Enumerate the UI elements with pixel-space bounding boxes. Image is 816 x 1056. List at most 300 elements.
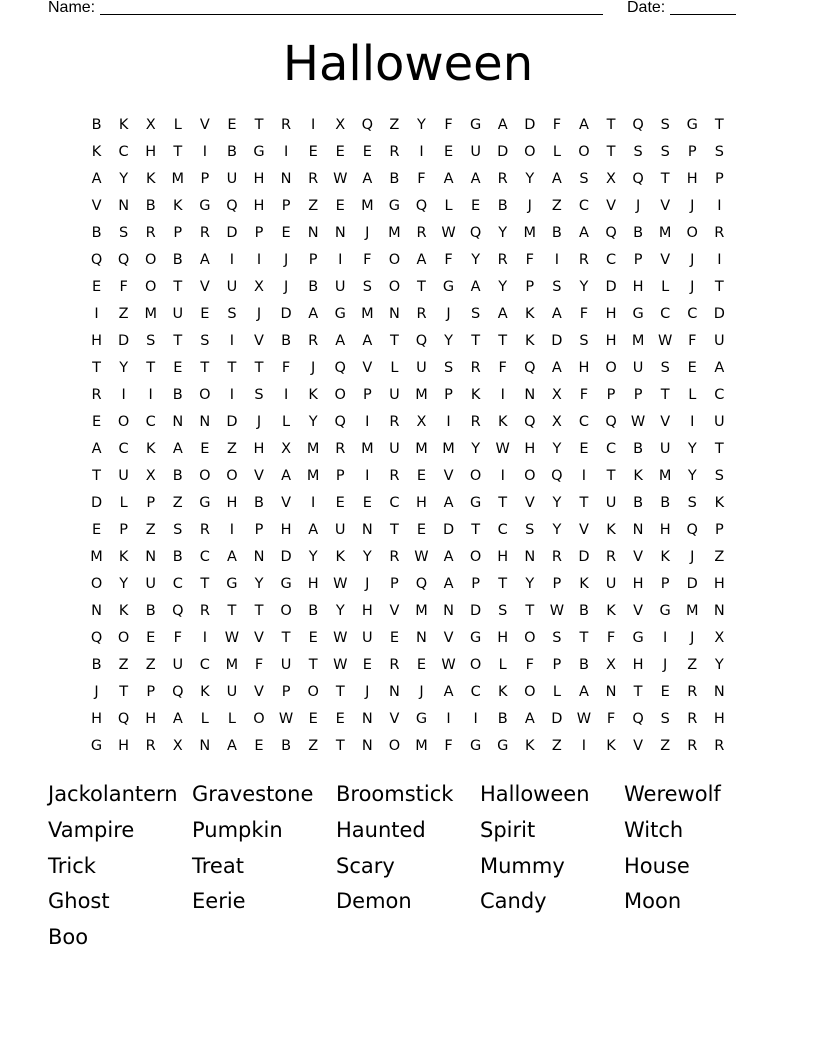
grid-letter[interactable]: W bbox=[333, 630, 348, 646]
grid-letter[interactable]: I bbox=[229, 333, 235, 349]
grid-letter[interactable]: B bbox=[91, 117, 102, 133]
grid-letter[interactable]: V bbox=[199, 117, 210, 133]
grid-letter[interactable]: E bbox=[308, 711, 318, 727]
grid-letter[interactable]: I bbox=[283, 144, 289, 160]
grid-letter[interactable]: R bbox=[497, 171, 508, 187]
grid-letter[interactable]: I bbox=[581, 468, 587, 484]
grid-letter[interactable]: V bbox=[524, 495, 535, 511]
grid-letter[interactable]: R bbox=[687, 684, 698, 700]
grid-letter[interactable]: K bbox=[525, 306, 535, 322]
grid-letter[interactable]: B bbox=[578, 657, 589, 673]
grid-letter[interactable]: E bbox=[335, 711, 345, 727]
grid-letter[interactable]: A bbox=[714, 360, 725, 376]
grid-letter[interactable]: T bbox=[119, 684, 129, 700]
grid-letter[interactable]: G bbox=[199, 198, 211, 214]
grid-letter[interactable]: N bbox=[388, 306, 400, 322]
grid-letter[interactable]: S bbox=[146, 333, 156, 349]
grid-letter[interactable]: S bbox=[687, 495, 697, 511]
grid-letter[interactable]: T bbox=[173, 279, 183, 295]
grid-letter[interactable]: E bbox=[416, 468, 427, 484]
grid-letter[interactable]: E bbox=[91, 279, 102, 295]
grid-letter[interactable]: H bbox=[253, 441, 265, 457]
grid-letter[interactable]: C bbox=[605, 441, 617, 457]
grid-letter[interactable]: X bbox=[606, 657, 616, 673]
grid-letter[interactable]: E bbox=[281, 225, 291, 241]
grid-letter[interactable]: T bbox=[606, 468, 616, 484]
grid-letter[interactable]: B bbox=[497, 198, 508, 214]
grid-letter[interactable]: A bbox=[497, 117, 508, 133]
grid-letter[interactable]: R bbox=[578, 252, 589, 268]
grid-letter[interactable]: T bbox=[714, 441, 724, 457]
grid-letter[interactable]: T bbox=[633, 684, 643, 700]
grid-letter[interactable]: Y bbox=[525, 576, 535, 592]
grid-letter[interactable]: H bbox=[91, 711, 102, 727]
grid-letter[interactable]: Z bbox=[226, 441, 237, 457]
grid-letter[interactable]: T bbox=[660, 387, 670, 403]
grid-letter[interactable]: U bbox=[714, 414, 725, 430]
grid-letter[interactable]: Y bbox=[444, 333, 453, 349]
grid-letter[interactable]: F bbox=[688, 333, 697, 349]
grid-letter[interactable]: Z bbox=[551, 198, 562, 214]
grid-letter[interactable]: I bbox=[202, 144, 207, 160]
grid-letter[interactable]: C bbox=[118, 441, 129, 457]
grid-letter[interactable]: I bbox=[338, 252, 343, 268]
grid-letter[interactable]: H bbox=[578, 360, 590, 376]
grid-letter[interactable]: S bbox=[579, 333, 589, 349]
grid-letter[interactable]: T bbox=[471, 333, 481, 349]
grid-letter[interactable]: A bbox=[172, 441, 183, 457]
grid-letter[interactable]: M bbox=[361, 306, 374, 322]
grid-letter[interactable]: U bbox=[226, 279, 238, 295]
grid-letter[interactable]: P bbox=[308, 252, 318, 268]
grid-letter[interactable]: L bbox=[173, 117, 182, 133]
grid-letter[interactable]: N bbox=[361, 711, 373, 727]
grid-letter[interactable]: W bbox=[278, 711, 294, 727]
grid-letter[interactable]: M bbox=[90, 549, 103, 565]
grid-letter[interactable]: T bbox=[146, 360, 156, 376]
grid-letter[interactable]: M bbox=[523, 225, 537, 241]
grid-letter[interactable]: Z bbox=[145, 522, 156, 538]
grid-letter[interactable]: I bbox=[554, 252, 559, 268]
grid-letter[interactable]: T bbox=[606, 117, 616, 133]
grid-letter[interactable]: O bbox=[117, 630, 130, 646]
grid-letter[interactable]: Y bbox=[714, 657, 724, 673]
grid-letter[interactable]: B bbox=[91, 657, 102, 673]
grid-letter[interactable]: Q bbox=[172, 603, 184, 619]
grid-letter[interactable]: S bbox=[714, 144, 724, 160]
grid-letter[interactable]: M bbox=[306, 468, 320, 484]
grid-letter[interactable]: S bbox=[362, 279, 372, 295]
grid-letter[interactable]: R bbox=[389, 657, 400, 673]
grid-letter[interactable]: P bbox=[714, 522, 724, 538]
grid-letter[interactable]: U bbox=[172, 657, 184, 673]
grid-letter[interactable]: H bbox=[497, 549, 509, 565]
grid-letter[interactable]: N bbox=[199, 414, 211, 430]
grid-letter[interactable]: C bbox=[660, 306, 671, 322]
grid-letter[interactable]: A bbox=[308, 522, 319, 538]
grid-letter[interactable]: W bbox=[576, 711, 592, 727]
grid-letter[interactable]: R bbox=[416, 306, 427, 322]
grid-letter[interactable]: E bbox=[335, 495, 345, 511]
grid-letter[interactable]: G bbox=[497, 738, 509, 754]
grid-letter[interactable]: P bbox=[687, 144, 697, 160]
grid-letter[interactable]: S bbox=[525, 522, 535, 538]
grid-letter[interactable]: T bbox=[714, 117, 724, 133]
grid-letter[interactable]: O bbox=[388, 738, 401, 754]
grid-letter[interactable]: D bbox=[551, 333, 563, 349]
grid-letter[interactable]: N bbox=[91, 603, 102, 619]
grid-letter[interactable]: E bbox=[254, 738, 264, 754]
grid-letter[interactable]: K bbox=[200, 684, 210, 700]
grid-letter[interactable]: I bbox=[229, 387, 235, 403]
grid-letter[interactable]: E bbox=[335, 144, 345, 160]
grid-letter[interactable]: U bbox=[362, 630, 373, 646]
grid-letter[interactable]: E bbox=[471, 198, 481, 214]
grid-letter[interactable]: I bbox=[148, 387, 153, 403]
grid-letter[interactable]: G bbox=[632, 630, 644, 646]
grid-letter[interactable]: F bbox=[525, 657, 534, 673]
grid-letter[interactable]: N bbox=[524, 549, 536, 565]
grid-letter[interactable]: M bbox=[415, 387, 428, 403]
grid-letter[interactable]: N bbox=[713, 684, 725, 700]
grid-letter[interactable]: R bbox=[470, 360, 481, 376]
grid-letter[interactable]: D bbox=[118, 333, 130, 349]
grid-letter[interactable]: W bbox=[224, 630, 240, 646]
grid-letter[interactable]: B bbox=[172, 387, 183, 403]
grid-letter[interactable]: F bbox=[363, 252, 372, 268]
grid-letter[interactable]: O bbox=[388, 279, 401, 295]
grid-letter[interactable]: I bbox=[94, 306, 99, 322]
grid-letter[interactable]: Z bbox=[551, 738, 562, 754]
grid-letter[interactable]: G bbox=[470, 630, 482, 646]
grid-letter[interactable]: N bbox=[524, 387, 536, 403]
grid-letter[interactable]: A bbox=[443, 549, 454, 565]
grid-letter[interactable]: A bbox=[551, 306, 562, 322]
grid-letter[interactable]: R bbox=[199, 225, 210, 241]
grid-letter[interactable]: D bbox=[713, 306, 725, 322]
grid-letter[interactable]: V bbox=[389, 603, 400, 619]
grid-letter[interactable]: N bbox=[361, 738, 373, 754]
grid-letter[interactable]: H bbox=[226, 495, 238, 511]
grid-letter[interactable]: B bbox=[389, 171, 400, 187]
grid-letter[interactable]: B bbox=[172, 549, 183, 565]
grid-letter[interactable]: E bbox=[200, 306, 210, 322]
grid-letter[interactable]: T bbox=[227, 603, 237, 619]
grid-letter[interactable]: I bbox=[717, 252, 722, 268]
grid-letter[interactable]: W bbox=[441, 657, 456, 673]
grid-letter[interactable]: O bbox=[199, 387, 211, 403]
grid-letter[interactable]: U bbox=[714, 333, 725, 349]
grid-letter[interactable]: Q bbox=[90, 252, 103, 268]
grid-letter[interactable]: T bbox=[389, 522, 399, 538]
grid-letter[interactable]: O bbox=[469, 657, 482, 673]
grid-letter[interactable]: A bbox=[362, 333, 373, 349]
grid-letter[interactable]: V bbox=[633, 738, 644, 754]
grid-letter[interactable]: P bbox=[281, 198, 291, 214]
grid-letter[interactable]: A bbox=[416, 252, 427, 268]
grid-letter[interactable]: K bbox=[525, 333, 535, 349]
grid-letter[interactable]: Y bbox=[362, 549, 372, 565]
grid-letter[interactable]: T bbox=[200, 360, 210, 376]
grid-letter[interactable]: J bbox=[311, 360, 316, 376]
grid-letter[interactable]: C bbox=[470, 684, 481, 700]
grid-letter[interactable]: H bbox=[632, 657, 644, 673]
grid-letter[interactable]: Y bbox=[525, 171, 535, 187]
grid-letter[interactable]: A bbox=[91, 171, 102, 187]
grid-letter[interactable]: O bbox=[524, 630, 536, 646]
grid-letter[interactable]: O bbox=[199, 468, 211, 484]
grid-letter[interactable]: G bbox=[334, 306, 346, 322]
grid-letter[interactable]: T bbox=[471, 522, 481, 538]
grid-letter[interactable]: Y bbox=[308, 549, 318, 565]
grid-letter[interactable]: T bbox=[417, 279, 426, 295]
grid-letter[interactable]: V bbox=[254, 684, 264, 700]
grid-letter[interactable]: K bbox=[145, 171, 156, 187]
grid-letter[interactable]: R bbox=[389, 414, 400, 430]
grid-letter[interactable]: G bbox=[90, 738, 103, 754]
grid-letter[interactable]: T bbox=[579, 495, 589, 511]
grid-letter[interactable]: V bbox=[578, 522, 589, 538]
grid-letter[interactable]: Q bbox=[361, 117, 374, 133]
grid-letter[interactable]: A bbox=[443, 684, 454, 700]
grid-letter[interactable]: O bbox=[469, 549, 482, 565]
grid-letter[interactable]: B bbox=[281, 333, 292, 349]
grid-letter[interactable]: A bbox=[497, 306, 508, 322]
grid-letter[interactable]: S bbox=[471, 306, 481, 322]
grid-letter[interactable]: Y bbox=[119, 171, 129, 187]
grid-letter[interactable]: A bbox=[470, 171, 481, 187]
grid-letter[interactable]: R bbox=[91, 387, 102, 403]
grid-letter[interactable]: F bbox=[444, 117, 453, 133]
grid-letter[interactable]: B bbox=[633, 441, 644, 457]
grid-letter[interactable]: B bbox=[551, 225, 562, 241]
grid-letter[interactable]: S bbox=[200, 333, 210, 349]
grid-letter[interactable]: G bbox=[442, 279, 455, 295]
grid-letter[interactable]: A bbox=[443, 495, 454, 511]
grid-letter[interactable]: I bbox=[419, 144, 424, 160]
grid-letter[interactable]: C bbox=[199, 657, 210, 673]
grid-letter[interactable]: I bbox=[229, 252, 235, 268]
grid-letter[interactable]: O bbox=[117, 414, 130, 430]
grid-letter[interactable]: N bbox=[605, 684, 617, 700]
grid-letter[interactable]: Q bbox=[632, 117, 644, 133]
grid-letter[interactable]: D bbox=[605, 279, 617, 295]
grid-letter[interactable]: P bbox=[281, 684, 291, 700]
grid-letter[interactable]: U bbox=[145, 576, 156, 592]
grid-letter[interactable]: H bbox=[118, 738, 130, 754]
grid-letter[interactable]: B bbox=[633, 495, 644, 511]
grid-letter[interactable]: H bbox=[416, 495, 427, 511]
grid-letter[interactable]: I bbox=[717, 198, 722, 214]
grid-letter[interactable]: T bbox=[606, 144, 616, 160]
grid-letter[interactable]: C bbox=[172, 576, 183, 592]
grid-letter[interactable]: B bbox=[226, 144, 237, 160]
grid-letter[interactable]: R bbox=[335, 441, 346, 457]
grid-letter[interactable]: R bbox=[605, 549, 617, 565]
grid-letter[interactable]: P bbox=[660, 576, 670, 592]
grid-letter[interactable]: T bbox=[579, 630, 589, 646]
grid-letter[interactable]: B bbox=[145, 198, 156, 214]
grid-letter[interactable]: M bbox=[658, 468, 672, 484]
grid-letter[interactable]: E bbox=[335, 198, 345, 214]
grid-letter[interactable]: H bbox=[91, 333, 102, 349]
grid-letter[interactable]: P bbox=[633, 387, 643, 403]
grid-letter[interactable]: P bbox=[606, 387, 616, 403]
grid-letter[interactable]: H bbox=[632, 279, 644, 295]
grid-letter[interactable]: J bbox=[527, 198, 532, 214]
grid-letter[interactable]: S bbox=[552, 630, 562, 646]
grid-letter[interactable]: A bbox=[443, 576, 454, 592]
grid-letter[interactable]: Q bbox=[686, 522, 698, 538]
grid-letter[interactable]: Q bbox=[415, 198, 428, 214]
grid-letter[interactable]: V bbox=[443, 468, 454, 484]
grid-letter[interactable]: F bbox=[579, 306, 589, 322]
grid-letter[interactable]: O bbox=[388, 252, 401, 268]
grid-letter[interactable]: U bbox=[632, 360, 644, 376]
grid-letter[interactable]: B bbox=[308, 603, 319, 619]
grid-letter[interactable]: R bbox=[714, 225, 725, 241]
grid-letter[interactable]: O bbox=[686, 225, 698, 241]
grid-letter[interactable]: N bbox=[145, 549, 157, 565]
grid-letter[interactable]: Y bbox=[119, 360, 129, 376]
grid-letter[interactable]: V bbox=[254, 468, 264, 484]
grid-letter[interactable]: U bbox=[334, 522, 346, 538]
grid-letter[interactable]: N bbox=[361, 522, 373, 538]
grid-letter[interactable]: O bbox=[144, 252, 157, 268]
grid-letter[interactable]: R bbox=[145, 225, 156, 241]
grid-letter[interactable]: T bbox=[308, 657, 318, 673]
grid-letter[interactable]: J bbox=[690, 198, 695, 214]
grid-letter[interactable]: S bbox=[227, 306, 237, 322]
grid-letter[interactable]: B bbox=[308, 279, 319, 295]
grid-letter[interactable]: V bbox=[254, 333, 264, 349]
grid-letter[interactable]: Q bbox=[469, 225, 482, 241]
grid-letter[interactable]: X bbox=[416, 414, 427, 430]
grid-letter[interactable]: G bbox=[199, 495, 211, 511]
grid-letter[interactable]: W bbox=[658, 333, 673, 349]
grid-letter[interactable]: N bbox=[253, 549, 265, 565]
grid-letter[interactable]: M bbox=[415, 738, 428, 754]
grid-letter[interactable]: E bbox=[227, 117, 237, 133]
grid-letter[interactable]: V bbox=[633, 549, 644, 565]
name-line[interactable] bbox=[100, 0, 603, 15]
grid-letter[interactable]: W bbox=[630, 414, 646, 430]
grid-letter[interactable]: J bbox=[256, 306, 262, 322]
grid-letter[interactable]: I bbox=[121, 387, 126, 403]
grid-letter[interactable]: Y bbox=[471, 252, 481, 268]
grid-letter[interactable]: K bbox=[335, 549, 345, 565]
grid-letter[interactable]: P bbox=[362, 387, 372, 403]
grid-letter[interactable]: U bbox=[416, 360, 427, 376]
grid-letter[interactable]: D bbox=[470, 603, 482, 619]
grid-letter[interactable]: L bbox=[552, 684, 561, 700]
grid-letter[interactable]: U bbox=[172, 306, 184, 322]
grid-letter[interactable]: I bbox=[283, 387, 289, 403]
grid-letter[interactable]: B bbox=[172, 252, 183, 268]
grid-letter[interactable]: S bbox=[579, 171, 589, 187]
grid-letter[interactable]: S bbox=[119, 225, 129, 241]
grid-letter[interactable]: E bbox=[579, 441, 589, 457]
grid-letter[interactable]: B bbox=[578, 603, 589, 619]
grid-letter[interactable]: G bbox=[388, 198, 401, 214]
grid-letter[interactable]: B bbox=[254, 495, 264, 511]
grid-letter[interactable]: M bbox=[415, 441, 428, 457]
grid-letter[interactable]: Q bbox=[117, 711, 130, 727]
grid-letter[interactable]: J bbox=[690, 279, 695, 295]
grid-letter[interactable]: L bbox=[552, 144, 561, 160]
grid-letter[interactable]: N bbox=[443, 603, 454, 619]
grid-letter[interactable]: R bbox=[281, 117, 292, 133]
grid-letter[interactable]: T bbox=[173, 333, 183, 349]
grid-letter[interactable]: V bbox=[443, 630, 454, 646]
grid-letter[interactable]: H bbox=[632, 576, 644, 592]
grid-letter[interactable]: Z bbox=[145, 657, 156, 673]
grid-letter[interactable]: R bbox=[497, 252, 508, 268]
grid-letter[interactable]: F bbox=[552, 117, 562, 133]
grid-letter[interactable]: W bbox=[414, 549, 429, 565]
grid-letter[interactable]: I bbox=[311, 495, 316, 511]
grid-letter[interactable]: H bbox=[713, 576, 725, 592]
grid-letter[interactable]: K bbox=[606, 522, 616, 538]
grid-letter[interactable]: K bbox=[308, 387, 318, 403]
grid-letter[interactable]: K bbox=[606, 738, 616, 754]
grid-letter[interactable]: P bbox=[552, 657, 562, 673]
grid-letter[interactable]: M bbox=[225, 657, 239, 673]
grid-letter[interactable]: P bbox=[119, 522, 128, 538]
grid-letter[interactable]: V bbox=[254, 630, 264, 646]
grid-letter[interactable]: A bbox=[443, 171, 454, 187]
grid-letter[interactable]: B bbox=[281, 738, 292, 754]
grid-letter[interactable]: E bbox=[200, 441, 210, 457]
grid-letter[interactable]: X bbox=[172, 738, 183, 754]
grid-letter[interactable]: H bbox=[253, 198, 265, 214]
grid-letter[interactable]: O bbox=[307, 684, 319, 700]
grid-letter[interactable]: Z bbox=[389, 117, 400, 133]
grid-letter[interactable]: K bbox=[579, 576, 589, 592]
grid-letter[interactable]: T bbox=[714, 279, 724, 295]
grid-letter[interactable]: T bbox=[335, 738, 345, 754]
grid-letter[interactable]: U bbox=[389, 441, 400, 457]
grid-letter[interactable]: Q bbox=[632, 711, 644, 727]
grid-letter[interactable]: S bbox=[660, 360, 670, 376]
grid-letter[interactable]: X bbox=[551, 414, 562, 430]
grid-letter[interactable]: S bbox=[660, 144, 670, 160]
grid-letter[interactable]: A bbox=[578, 225, 589, 241]
grid-letter[interactable]: P bbox=[254, 522, 264, 538]
grid-letter[interactable]: C bbox=[578, 414, 589, 430]
grid-letter[interactable]: B bbox=[91, 225, 102, 241]
grid-letter[interactable]: A bbox=[578, 684, 589, 700]
grid-letter[interactable]: H bbox=[280, 522, 292, 538]
grid-letter[interactable]: A bbox=[172, 711, 183, 727]
grid-letter[interactable]: R bbox=[687, 738, 698, 754]
grid-letter[interactable]: P bbox=[146, 495, 156, 511]
grid-letter[interactable]: I bbox=[446, 711, 451, 727]
grid-letter[interactable]: Q bbox=[415, 576, 428, 592]
grid-letter[interactable]: J bbox=[94, 684, 99, 700]
grid-letter[interactable]: F bbox=[119, 279, 128, 295]
grid-letter[interactable]: R bbox=[199, 603, 210, 619]
grid-letter[interactable]: T bbox=[335, 684, 345, 700]
grid-letter[interactable]: C bbox=[145, 414, 156, 430]
grid-letter[interactable]: E bbox=[443, 144, 454, 160]
grid-letter[interactable]: I bbox=[311, 117, 316, 133]
grid-letter[interactable]: K bbox=[470, 387, 481, 403]
grid-letter[interactable]: S bbox=[660, 117, 670, 133]
grid-letter[interactable]: M bbox=[388, 225, 401, 241]
grid-letter[interactable]: T bbox=[92, 360, 101, 376]
grid-letter[interactable]: Y bbox=[498, 225, 508, 241]
